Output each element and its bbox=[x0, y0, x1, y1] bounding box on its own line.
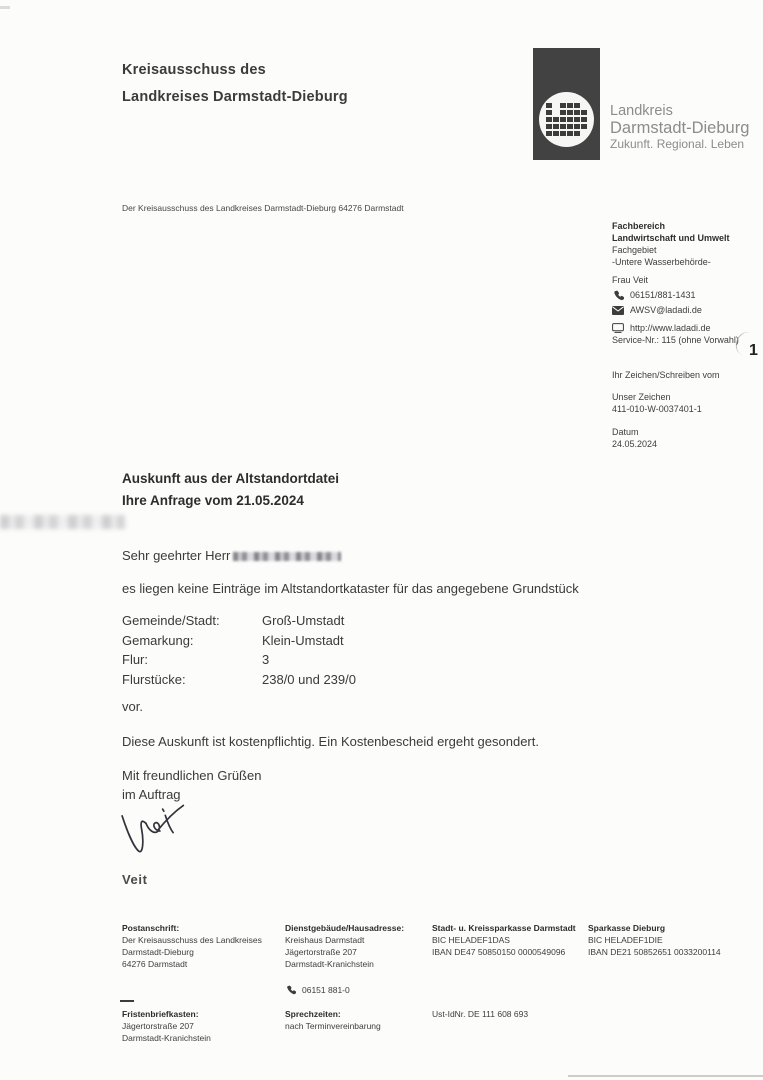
detail-value: Klein-Umstadt bbox=[262, 632, 344, 648]
footer-phone: 06151 881-0 bbox=[302, 985, 350, 995]
office-line: Darmstadt-Kranichstein bbox=[285, 959, 374, 969]
logo-pixel bbox=[546, 117, 552, 123]
contact-block bbox=[612, 274, 711, 334]
table-row bbox=[122, 650, 356, 670]
logo-pixel bbox=[574, 103, 580, 109]
scan-artifact-dot bbox=[0, 6, 10, 9]
department-name: Landwirtschaft und Umwelt bbox=[612, 233, 730, 243]
footer-bank1 bbox=[432, 922, 584, 958]
unit-label: Fachgebiet bbox=[612, 245, 657, 255]
footer-phone-row bbox=[285, 984, 427, 996]
deadline-line: Jägertorstraße 207 bbox=[122, 1021, 194, 1031]
logo-pixel bbox=[560, 110, 566, 116]
salutation-line bbox=[122, 548, 341, 563]
subject-block bbox=[122, 468, 339, 512]
footer-divider bbox=[120, 1000, 134, 1002]
deadline-line: Darmstadt-Kranichstein bbox=[122, 1033, 211, 1043]
redacted-recipient-name bbox=[233, 552, 341, 561]
hours-label: Sprechzeiten: bbox=[285, 1009, 341, 1019]
phone-icon bbox=[285, 985, 297, 996]
logo-pixel bbox=[567, 103, 573, 109]
footer-office bbox=[285, 922, 427, 996]
phone-icon bbox=[612, 290, 624, 301]
logo-pixel bbox=[581, 110, 587, 116]
office-line: Kreishaus Darmstadt bbox=[285, 935, 365, 945]
logo-pixel bbox=[546, 103, 552, 109]
scan-artifact-line bbox=[568, 1075, 763, 1077]
postal-line: 64276 Darmstadt bbox=[122, 959, 188, 969]
footer-postal bbox=[122, 922, 280, 970]
browser-icon bbox=[612, 323, 624, 334]
bank2-label: Sparkasse Dieburg bbox=[588, 923, 666, 933]
our-reference-label: Unser Zeichen bbox=[612, 392, 671, 402]
signer-name: Veit bbox=[122, 872, 148, 887]
bank2-bic: BIC HELADEF1DIE bbox=[588, 935, 663, 945]
table-row bbox=[122, 670, 356, 690]
contact-website: http://www.ladadi.de bbox=[630, 323, 711, 333]
postal-line: Darmstadt-Dieburg bbox=[122, 947, 194, 957]
detail-label: Flur: bbox=[122, 652, 148, 667]
detail-value: 238/0 und 239/0 bbox=[262, 671, 356, 687]
handwritten-signature bbox=[114, 800, 206, 864]
email-row bbox=[612, 304, 711, 316]
return-address-line: Der Kreisausschuss des Landkreises Darmstadt-Dieburg 64276 Darmstadt bbox=[122, 203, 404, 213]
department-label: Fachbereich bbox=[612, 221, 666, 231]
logo-pixel bbox=[567, 110, 573, 116]
footer-vat-id: Ust-IdNr. DE 111 608 693 bbox=[432, 1009, 529, 1019]
logo-pixel bbox=[553, 110, 559, 116]
footer-hours bbox=[285, 1008, 445, 1032]
deadline-label: Fristenbriefkasten: bbox=[122, 1009, 199, 1019]
logo-pixel bbox=[567, 124, 573, 130]
bank2-iban: IBAN DE21 50852651 0033200114 bbox=[588, 947, 721, 957]
hours-line: nach Terminvereinbarung bbox=[285, 1021, 381, 1031]
closing-block bbox=[122, 767, 261, 804]
postal-label: Postanschrift: bbox=[122, 923, 180, 933]
salutation-text: Sehr geehrter Herr bbox=[122, 548, 231, 563]
intro-line: es liegen keine Einträge im Altstandortkataster für das angegebene Grundstück bbox=[122, 581, 579, 596]
logo-pixel bbox=[574, 124, 580, 130]
logo-pixel bbox=[574, 131, 580, 137]
detail-value: Groß-Umstadt bbox=[262, 613, 345, 628]
fee-note: Diese Auskunft ist kostenpflichtig. Ein Kostenbescheid ergeht gesondert. bbox=[122, 734, 539, 749]
subject-line1: Auskunft aus der Altstandortdatei bbox=[122, 471, 340, 486]
sender-name-line1: Kreisausschuss des bbox=[122, 62, 266, 78]
bank1-iban: IBAN DE47 50850150 0000549096 bbox=[432, 947, 566, 957]
logo-circle bbox=[539, 92, 594, 147]
contact-email: AWSV@ladadi.de bbox=[630, 305, 702, 315]
detail-label: Gemeinde/Stadt: bbox=[122, 613, 220, 628]
logo-pixel bbox=[581, 124, 587, 130]
office-line: Jägertorstraße 207 bbox=[285, 947, 357, 957]
parcel-details-table bbox=[122, 611, 356, 689]
service-number: Service-Nr.: 115 (ohne Vorwahl) bbox=[612, 335, 739, 345]
website-row bbox=[612, 322, 711, 334]
redaction-smudge bbox=[0, 515, 125, 529]
logo-pixel bbox=[560, 117, 566, 123]
contact-phone: 06151/881-1431 bbox=[630, 290, 696, 300]
page-number-annotation: 1 bbox=[749, 342, 758, 359]
logo-pixel bbox=[553, 103, 559, 109]
contact-person: Frau Veit bbox=[612, 275, 649, 285]
logo-pixel bbox=[560, 124, 566, 130]
logo-pixel bbox=[560, 131, 566, 137]
detail-label: Gemarkung: bbox=[122, 632, 194, 648]
sender-name-line2: Landkreises Darmstadt-Dieburg bbox=[122, 89, 348, 105]
after-details-text: vor. bbox=[122, 699, 143, 714]
postal-line: Der Kreisausschuss des Landkreises bbox=[122, 935, 262, 945]
bank1-bic: BIC HELADEF1DAS bbox=[432, 935, 510, 945]
date-label: Datum bbox=[612, 427, 639, 437]
logo-pixel bbox=[581, 103, 587, 109]
logo-pixel bbox=[546, 131, 552, 137]
logo-wordmark bbox=[610, 103, 749, 152]
logo-org-line1: Landkreis bbox=[610, 103, 673, 119]
subject-line2: Ihre Anfrage vom 21.05.2024 bbox=[122, 493, 304, 508]
unit-name: -Untere Wasserbehörde- bbox=[612, 257, 711, 267]
our-reference bbox=[612, 391, 702, 415]
phone-row bbox=[612, 289, 711, 301]
logo-pixel bbox=[560, 103, 566, 109]
detail-label: Flurstücke: bbox=[122, 671, 186, 687]
your-reference-label: Ihr Zeichen/Schreiben vom bbox=[612, 370, 720, 380]
logo-pixel bbox=[581, 117, 587, 123]
department-block bbox=[612, 220, 730, 268]
logo-pixel bbox=[567, 131, 573, 137]
logo-pixel bbox=[553, 117, 559, 123]
logo-tagline: Zukunft. Regional. Leben bbox=[610, 137, 745, 151]
logo-pixel bbox=[567, 117, 573, 123]
logo-pixel bbox=[546, 124, 552, 130]
date-block bbox=[612, 426, 657, 450]
logo-pixel bbox=[546, 110, 552, 116]
logo-pixel-grid bbox=[546, 103, 587, 137]
envelope-icon bbox=[612, 305, 624, 316]
logo-org-line2: Darmstadt-Dieburg bbox=[610, 119, 750, 137]
closing-line1: Mit freundlichen Grüßen bbox=[122, 768, 262, 783]
footer-deadline-box bbox=[122, 1008, 280, 1044]
logo-pixel bbox=[581, 131, 587, 137]
closing-line2: im Auftrag bbox=[122, 786, 181, 802]
sender-name bbox=[122, 57, 348, 111]
date-value: 24.05.2024 bbox=[612, 439, 658, 449]
detail-value: 3 bbox=[262, 652, 270, 667]
bank1-label: Stadt- u. Kreissparkasse Darmstadt bbox=[432, 923, 576, 933]
logo-pixel bbox=[553, 124, 559, 130]
table-row bbox=[122, 611, 356, 631]
office-label: Dienstgebäude/Hausadresse: bbox=[285, 923, 405, 933]
logo-pixel bbox=[574, 117, 580, 123]
our-reference-value: 411-010-W-0037401-1 bbox=[612, 404, 702, 414]
footer-bank2 bbox=[588, 922, 758, 958]
logo-pixel bbox=[574, 110, 580, 116]
landkreis-logo bbox=[533, 48, 600, 160]
logo-pixel bbox=[553, 131, 559, 137]
your-reference bbox=[612, 369, 720, 381]
table-row bbox=[122, 631, 356, 651]
